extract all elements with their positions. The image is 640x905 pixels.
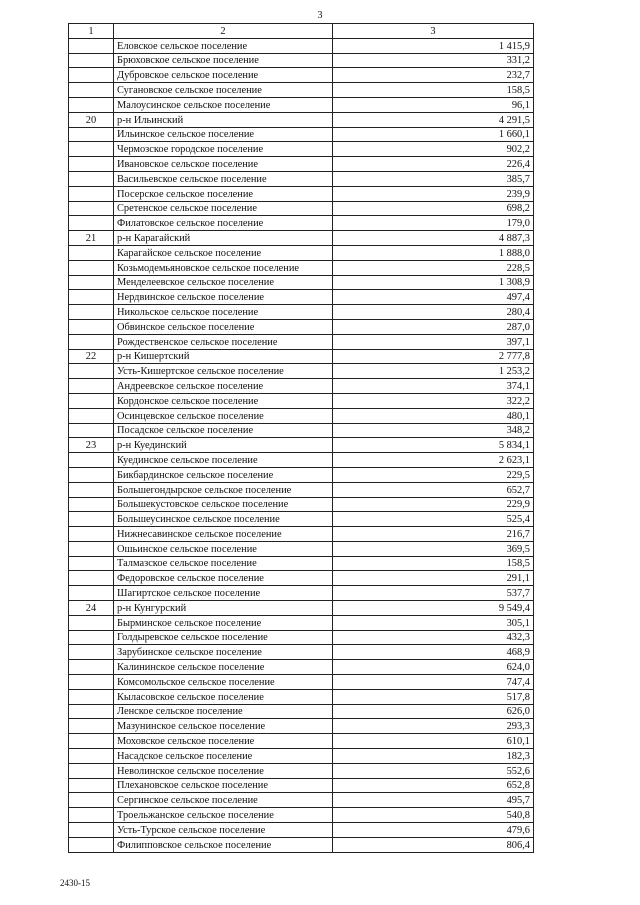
- row-value: 96,1: [333, 97, 534, 112]
- table-row: [69, 393, 534, 408]
- row-number: [69, 734, 114, 749]
- row-value: 517,8: [333, 689, 534, 704]
- row-name: Козьмодемьяновское сельское поселение: [114, 260, 333, 275]
- row-name: Ошьинское сельское поселение: [114, 541, 333, 556]
- row-value: 432,3: [333, 630, 534, 645]
- row-number: [69, 186, 114, 201]
- row-number: [69, 808, 114, 823]
- row-name: Менделеевское сельское поселение: [114, 275, 333, 290]
- row-name: Никольское сельское поселение: [114, 305, 333, 320]
- row-value: 216,7: [333, 527, 534, 542]
- row-name: Филипповское сельское поселение: [114, 837, 333, 852]
- row-value: 624,0: [333, 660, 534, 675]
- row-number: 23: [69, 438, 114, 453]
- row-number: [69, 704, 114, 719]
- table-row: [69, 660, 534, 675]
- table-row: [69, 319, 534, 334]
- table-row: [69, 482, 534, 497]
- table-row: [69, 837, 534, 852]
- row-value: 228,5: [333, 260, 534, 275]
- row-number: [69, 260, 114, 275]
- row-name: Калининское сельское поселение: [114, 660, 333, 675]
- row-number: [69, 749, 114, 764]
- table-row: [69, 719, 534, 734]
- header-col-3: 3: [333, 24, 534, 39]
- table-row: [69, 512, 534, 527]
- table-row: [69, 53, 534, 68]
- row-value: 552,6: [333, 763, 534, 778]
- table-row: [69, 645, 534, 660]
- row-value: 747,4: [333, 675, 534, 690]
- row-name: Ильинское сельское поселение: [114, 127, 333, 142]
- row-name: Ивановское сельское поселение: [114, 157, 333, 172]
- row-number: [69, 201, 114, 216]
- row-number: [69, 53, 114, 68]
- row-number: [69, 541, 114, 556]
- table-row: [69, 364, 534, 379]
- row-value: 468,9: [333, 645, 534, 660]
- table-row: [69, 83, 534, 98]
- header-col-2: 2: [114, 24, 333, 39]
- table-row: [69, 823, 534, 838]
- header-col-1: 1: [69, 24, 114, 39]
- row-number: [69, 630, 114, 645]
- row-number: [69, 379, 114, 394]
- table-row: [69, 260, 534, 275]
- row-name: Осинцевское сельское поселение: [114, 408, 333, 423]
- row-name: Куединское сельское поселение: [114, 453, 333, 468]
- allocation-table: [68, 23, 534, 853]
- row-name: Кордонское сельское поселение: [114, 393, 333, 408]
- row-number: [69, 127, 114, 142]
- table-row: [69, 290, 534, 305]
- row-value: 331,2: [333, 53, 534, 68]
- row-value: 348,2: [333, 423, 534, 438]
- row-name: Филатовское сельское поселение: [114, 216, 333, 231]
- row-value: 397,1: [333, 334, 534, 349]
- row-name: Неволинское сельское поселение: [114, 763, 333, 778]
- table-row: [69, 201, 534, 216]
- row-number: [69, 556, 114, 571]
- row-number: [69, 245, 114, 260]
- row-value: 652,7: [333, 482, 534, 497]
- table-row: [69, 601, 534, 616]
- table-row: [69, 38, 534, 53]
- row-value: 1 253,2: [333, 364, 534, 379]
- row-value: 229,9: [333, 497, 534, 512]
- table-row: [69, 749, 534, 764]
- row-value: 537,7: [333, 586, 534, 601]
- row-number: [69, 482, 114, 497]
- row-name: Большеусинское сельское поселение: [114, 512, 333, 527]
- row-value: 322,2: [333, 393, 534, 408]
- row-name: Усть-Турское сельское поселение: [114, 823, 333, 838]
- row-name: Андреевское сельское поселение: [114, 379, 333, 394]
- row-value: 479,6: [333, 823, 534, 838]
- row-value: 626,0: [333, 704, 534, 719]
- table-row: [69, 171, 534, 186]
- row-value: 291,1: [333, 571, 534, 586]
- row-value: 158,5: [333, 556, 534, 571]
- row-name: Брюховское сельское поселение: [114, 53, 333, 68]
- row-value: 480,1: [333, 408, 534, 423]
- row-number: [69, 467, 114, 482]
- table-row: [69, 793, 534, 808]
- row-value: 158,5: [333, 83, 534, 98]
- page-number: 3: [317, 10, 323, 21]
- row-number: [69, 763, 114, 778]
- table-row: [69, 497, 534, 512]
- row-name: р-н Кунгурский: [114, 601, 333, 616]
- row-number: [69, 408, 114, 423]
- row-name: Голдыревское сельское поселение: [114, 630, 333, 645]
- table-row: [69, 112, 534, 127]
- row-number: [69, 497, 114, 512]
- row-number: [69, 171, 114, 186]
- row-name: Зарубинское сельское поселение: [114, 645, 333, 660]
- table-row: [69, 231, 534, 246]
- row-number: [69, 423, 114, 438]
- row-value: 806,4: [333, 837, 534, 852]
- row-number: [69, 83, 114, 98]
- row-number: [69, 689, 114, 704]
- row-number: [69, 675, 114, 690]
- row-name: Комсомольское сельское поселение: [114, 675, 333, 690]
- row-value: 652,8: [333, 778, 534, 793]
- row-number: [69, 527, 114, 542]
- table-row: [69, 97, 534, 112]
- row-name: Нижнесавинское сельское поселение: [114, 527, 333, 542]
- row-value: 698,2: [333, 201, 534, 216]
- row-value: 229,5: [333, 467, 534, 482]
- row-name: Насадское сельское поселение: [114, 749, 333, 764]
- table-body: [69, 24, 534, 853]
- row-number: [69, 645, 114, 660]
- row-number: [69, 586, 114, 601]
- row-name: Сугановское сельское поселение: [114, 83, 333, 98]
- table-row: [69, 675, 534, 690]
- row-number: [69, 837, 114, 852]
- row-name: Васильевское сельское поселение: [114, 171, 333, 186]
- row-number: 20: [69, 112, 114, 127]
- row-number: [69, 571, 114, 586]
- table-row: [69, 245, 534, 260]
- row-value: 5 834,1: [333, 438, 534, 453]
- row-name: Посерское сельское поселение: [114, 186, 333, 201]
- row-name: Карагайское сельское поселение: [114, 245, 333, 260]
- row-name: р-н Карагайский: [114, 231, 333, 246]
- table-row: [69, 305, 534, 320]
- table-row: [69, 778, 534, 793]
- table-row: [69, 68, 534, 83]
- table-row: [69, 438, 534, 453]
- row-value: 4 887,3: [333, 231, 534, 246]
- row-value: 280,4: [333, 305, 534, 320]
- row-number: [69, 290, 114, 305]
- row-name: Рождественское сельское поселение: [114, 334, 333, 349]
- row-name: Шагиртское сельское поселение: [114, 586, 333, 601]
- row-name: Троельжанское сельское поселение: [114, 808, 333, 823]
- row-name: Мазунинское сельское поселение: [114, 719, 333, 734]
- row-name: Чермозское городское поселение: [114, 142, 333, 157]
- row-number: [69, 305, 114, 320]
- row-value: 1 660,1: [333, 127, 534, 142]
- row-name: Бырминское сельское поселение: [114, 615, 333, 630]
- table-row: [69, 527, 534, 542]
- row-number: [69, 319, 114, 334]
- table-header-row: [69, 24, 534, 39]
- row-value: 610,1: [333, 734, 534, 749]
- row-number: [69, 453, 114, 468]
- table-row: [69, 467, 534, 482]
- table-row: [69, 734, 534, 749]
- row-name: Посадское сельское поселение: [114, 423, 333, 438]
- table-row: [69, 541, 534, 556]
- row-value: 182,3: [333, 749, 534, 764]
- row-value: 540,8: [333, 808, 534, 823]
- row-value: 226,4: [333, 157, 534, 172]
- table-row: [69, 408, 534, 423]
- row-value: 1 308,9: [333, 275, 534, 290]
- row-name: Большекустовское сельское поселение: [114, 497, 333, 512]
- row-number: [69, 157, 114, 172]
- document-code: 2430-15: [60, 878, 90, 888]
- row-name: Нердвинское сельское поселение: [114, 290, 333, 305]
- row-name: Малоусинское сельское поселение: [114, 97, 333, 112]
- row-name: Большегондырское сельское поселение: [114, 482, 333, 497]
- row-value: 287,0: [333, 319, 534, 334]
- row-number: [69, 793, 114, 808]
- table-row: [69, 379, 534, 394]
- row-name: р-н Куединский: [114, 438, 333, 453]
- row-name: Федоровское сельское поселение: [114, 571, 333, 586]
- table-row: [69, 334, 534, 349]
- table-row: [69, 615, 534, 630]
- row-value: 4 291,5: [333, 112, 534, 127]
- table-row: [69, 556, 534, 571]
- table-row: [69, 186, 534, 201]
- table-row: [69, 127, 534, 142]
- row-number: [69, 615, 114, 630]
- table-row: [69, 571, 534, 586]
- row-number: [69, 142, 114, 157]
- row-name: Бикбардинское сельское поселение: [114, 467, 333, 482]
- row-number: [69, 719, 114, 734]
- row-name: Сергинское сельское поселение: [114, 793, 333, 808]
- table-row: [69, 349, 534, 364]
- row-value: 2 777,8: [333, 349, 534, 364]
- row-value: 1 415,9: [333, 38, 534, 53]
- row-name: Еловское сельское поселение: [114, 38, 333, 53]
- row-value: 239,9: [333, 186, 534, 201]
- table-row: [69, 586, 534, 601]
- row-value: 525,4: [333, 512, 534, 527]
- row-value: 179,0: [333, 216, 534, 231]
- row-name: Обвинское сельское поселение: [114, 319, 333, 334]
- row-value: 305,1: [333, 615, 534, 630]
- table-row: [69, 630, 534, 645]
- table-row: [69, 763, 534, 778]
- row-value: 497,4: [333, 290, 534, 305]
- row-value: 902,2: [333, 142, 534, 157]
- table-row: [69, 157, 534, 172]
- row-number: [69, 823, 114, 838]
- row-number: [69, 512, 114, 527]
- row-name: р-н Кишертский: [114, 349, 333, 364]
- row-name: Талмазское сельское поселение: [114, 556, 333, 571]
- row-value: 1 888,0: [333, 245, 534, 260]
- row-number: [69, 97, 114, 112]
- row-number: [69, 68, 114, 83]
- row-number: [69, 38, 114, 53]
- row-name: Кыласовское сельское поселение: [114, 689, 333, 704]
- row-name: Сретенское сельское поселение: [114, 201, 333, 216]
- row-value: 293,3: [333, 719, 534, 734]
- row-name: Ленское сельское поселение: [114, 704, 333, 719]
- row-number: 21: [69, 231, 114, 246]
- row-number: [69, 660, 114, 675]
- row-value: 495,7: [333, 793, 534, 808]
- row-number: 22: [69, 349, 114, 364]
- table-row: [69, 423, 534, 438]
- row-value: 369,5: [333, 541, 534, 556]
- table-row: [69, 142, 534, 157]
- row-number: [69, 216, 114, 231]
- row-number: [69, 393, 114, 408]
- row-name: Дубровское сельское поселение: [114, 68, 333, 83]
- row-value: 374,1: [333, 379, 534, 394]
- row-value: 385,7: [333, 171, 534, 186]
- table-row: [69, 808, 534, 823]
- table-row: [69, 275, 534, 290]
- row-name: Плехановское сельское поселение: [114, 778, 333, 793]
- row-name: р-н Ильинский: [114, 112, 333, 127]
- row-value: 2 623,1: [333, 453, 534, 468]
- row-name: Усть-Кишертское сельское поселение: [114, 364, 333, 379]
- row-number: [69, 778, 114, 793]
- table-row: [69, 704, 534, 719]
- row-value: 9 549,4: [333, 601, 534, 616]
- table-row: [69, 216, 534, 231]
- row-number: [69, 364, 114, 379]
- row-number: [69, 334, 114, 349]
- table-row: [69, 689, 534, 704]
- table-row: [69, 453, 534, 468]
- row-value: 232,7: [333, 68, 534, 83]
- row-name: Моховское сельское поселение: [114, 734, 333, 749]
- row-number: 24: [69, 601, 114, 616]
- row-number: [69, 275, 114, 290]
